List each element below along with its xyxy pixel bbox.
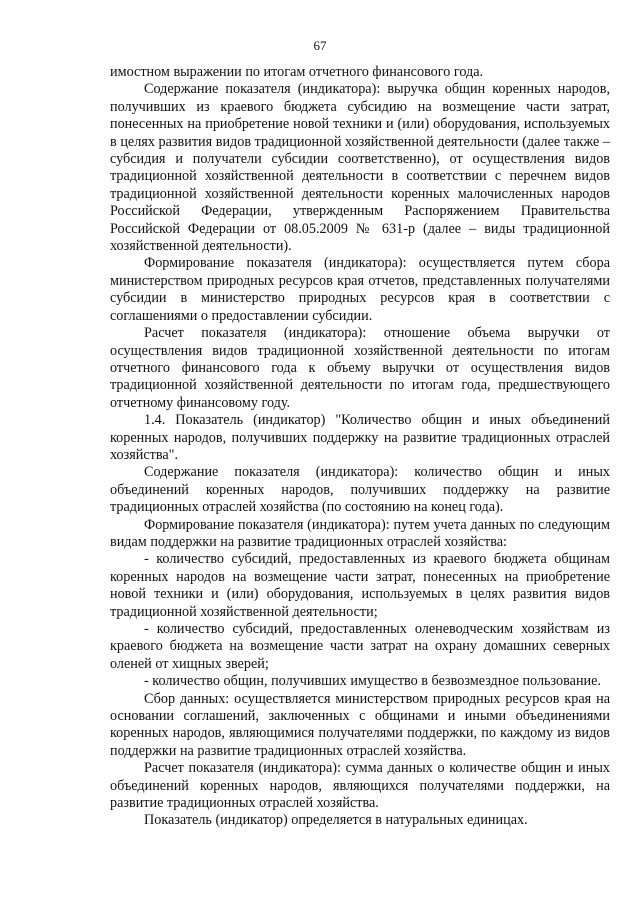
document-body — [110, 64, 610, 830]
paragraph-content-definition: Содержание показателя (индикатора): выручка общин коренных народов, получивших из краевого бюджета субсидию на возмещение части затрат, понесенных на приобретение новой техники и (или) оборудования, используемых в целях развития видов традиционной хозяйственной деятельности (далее также – субсидия и получатели субсидии соответственно), от осуществления видов традиционной хозяйственной деятельности в соответствии с перечнем видов традиционной хозяйственной деятельности коренных малочисленных народов Российской Федерации, утвержденным Распоряжением Правительства Российской Федерации от 08.05.2009 № 631-р (далее – виды традиционной хозяйственной деятельности). — [110, 81, 610, 255]
paragraph-calculation: Расчет показателя (индикатора): отношение объема выручки от осуществления видов традиционной хозяйственной деятельности по итогам отчетного финансового года к объему выручки от осуществления видов традиционной хозяйственной деятельности по итогам года, предшествующего отчетному финансовому году. — [110, 325, 610, 411]
paragraph-indicator-calculation: Расчет показателя (индикатора): сумма данных о количестве общин и иных объединений коренных народов, являющихся получателями поддержки, на развитие традиционных отраслей хозяйства. — [110, 760, 610, 812]
paragraph-indicator-formation: Формирование показателя (индикатора): путем учета данных по следующим видам поддержки на развитие традиционных отраслей хозяйства: — [110, 516, 610, 550]
paragraph-continuation: имостном выражении по итогам отчетного финансового года. — [110, 64, 484, 80]
paragraph-units: Показатель (индикатор) определяется в натуральных единицах. — [144, 812, 528, 829]
paragraph-indicator-content: Содержание показателя (индикатора): количество общин и иных объединений коренных народов, получивших поддержку на развитие традиционных отраслей хозяйства (по состоянию на конец года). — [110, 464, 610, 516]
list-item-subsidies-reindeer: - количество субсидий, предоставленных оленеводческим хозяйствам из краевого бюджета на возмещение части затрат на охрану домашних северных оленей от хищных зверей; — [110, 621, 610, 672]
page-number: 67 — [313, 38, 327, 53]
list-item-subsidies-communities: - количество субсидий, предоставленных из краевого бюджета общинам коренных народов на возмещение части затрат, понесенных на приобретение новой техники и (или) оборудования, используемых в целях развития видов традиционной хозяйственной деятельности; — [110, 551, 610, 620]
paragraph-indicator-heading: 1.4. Показатель (индикатор) "Количество общин и иных объединений коренных народов, получивших поддержку на развитие традиционных отраслей хозяйства". — [110, 412, 610, 463]
paragraph-formation: Формирование показателя (индикатора): осуществляется путем сбора министерством природных ресурсов края отчетов, представленных получателями субсидии в министерство природных ресурсов края в соответствии с соглашениями о предоставлении субсидии. — [110, 255, 610, 324]
list-item-property: - количество общин, получивших имущество в безвозмездное пользование. — [144, 673, 601, 690]
paragraph-data-collection: Сбор данных: осуществляется министерством природных ресурсов края на основании соглашений, заключенных с общинами и иными объединениями коренных народов, являющимися получателями поддержки, по каждому из видов поддержки на развитие традиционных отраслей хозяйства. — [110, 690, 610, 759]
